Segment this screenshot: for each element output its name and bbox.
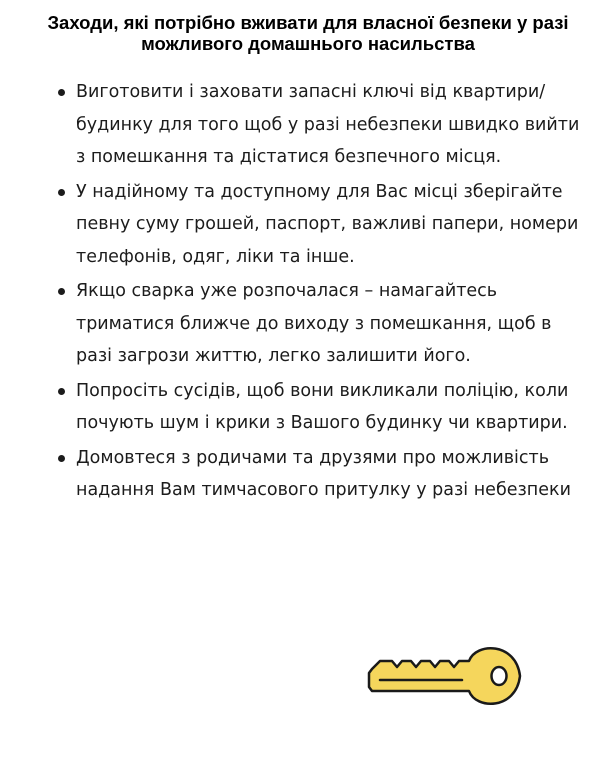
key-hole-shape <box>492 667 507 685</box>
list-item <box>58 275 583 373</box>
list-item-text: Якщо сварка уже розпочалася – намагайтесь триматися ближче до виходу з помешкання, щоб в разі загрози життю, легко залишити його. <box>76 281 552 366</box>
list-item <box>58 76 583 174</box>
list-item-text: У надійному та доступному для Вас місці зберігайте певну суму грошей, паспорт, важливі папери, номери телефонів, одяг, ліки та інше. <box>76 181 579 267</box>
list-item <box>58 442 583 507</box>
bullet-icon <box>58 288 65 295</box>
list-item-text: Домовтеся з родичами та друзями про можливість надання Вам тимчасового притулку у разі небезпеки <box>76 447 571 500</box>
list-item <box>58 176 583 274</box>
bullet-icon <box>58 189 65 196</box>
list-item-text: Попросіть сусідів, щоб вони викликали поліцію, коли почують шум і крики з Вашого будинку чи квартири. <box>76 380 569 433</box>
list-item <box>58 375 583 440</box>
bullet-icon <box>58 455 65 462</box>
key-icon <box>366 638 522 714</box>
list-item-text: Виготовити і заховати запасні ключі від квартири/будинку для того щоб у разі небезпеки швидко вийти з помешкання та дістатися безпечного місця. <box>76 82 580 167</box>
bullet-icon <box>58 89 65 96</box>
safety-measures-list <box>58 76 583 509</box>
page-title: Заходи, які потрібно вживати для власної безпеки у разі можливого домашнього насильства <box>47 12 569 54</box>
bullet-icon <box>58 388 65 395</box>
